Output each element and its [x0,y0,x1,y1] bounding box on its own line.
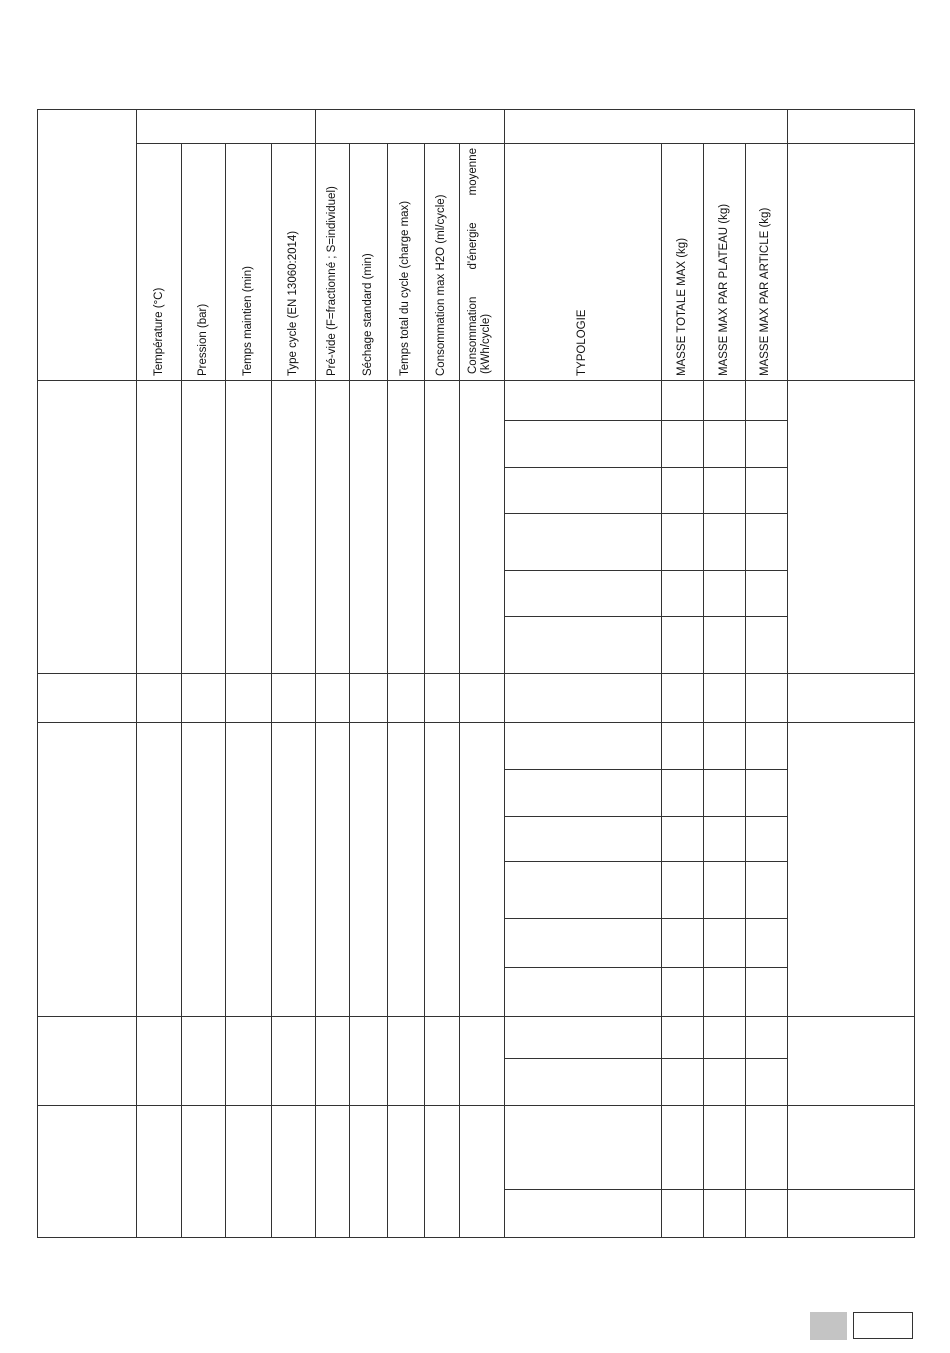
header-pressure: Pression (bar) [197,303,209,376]
header-energy: Consommation d'énergie moyenne (kWh/cycle) [467,148,492,374]
header-article-mass: MASSE MAX PAR ARTICLE (kg) [759,207,771,376]
header-total-mass: MASSE TOTALE MAX (kg) [676,237,688,376]
page-number-box [853,1312,913,1339]
header-pre-vacuum: Pré-vide (F=fractionné ; S=individuel) [326,186,338,376]
header-typology: TYPOLOGIE [576,309,588,376]
header-tray-mass: MASSE MAX PAR PLATEAU (kg) [718,203,730,376]
header-hold-time: Temps maintien (min) [242,266,254,376]
header-total-time: Temps total du cycle (charge max) [399,200,411,376]
page-number-tab [810,1312,847,1340]
header-drying: Séchage standard (min) [362,253,374,376]
header-water: Consommation max H2O (ml/cycle) [435,194,447,376]
header-temperature: Température (°C) [153,287,165,376]
header-cycle-type: Type cycle (EN 13060:2014) [287,230,299,376]
